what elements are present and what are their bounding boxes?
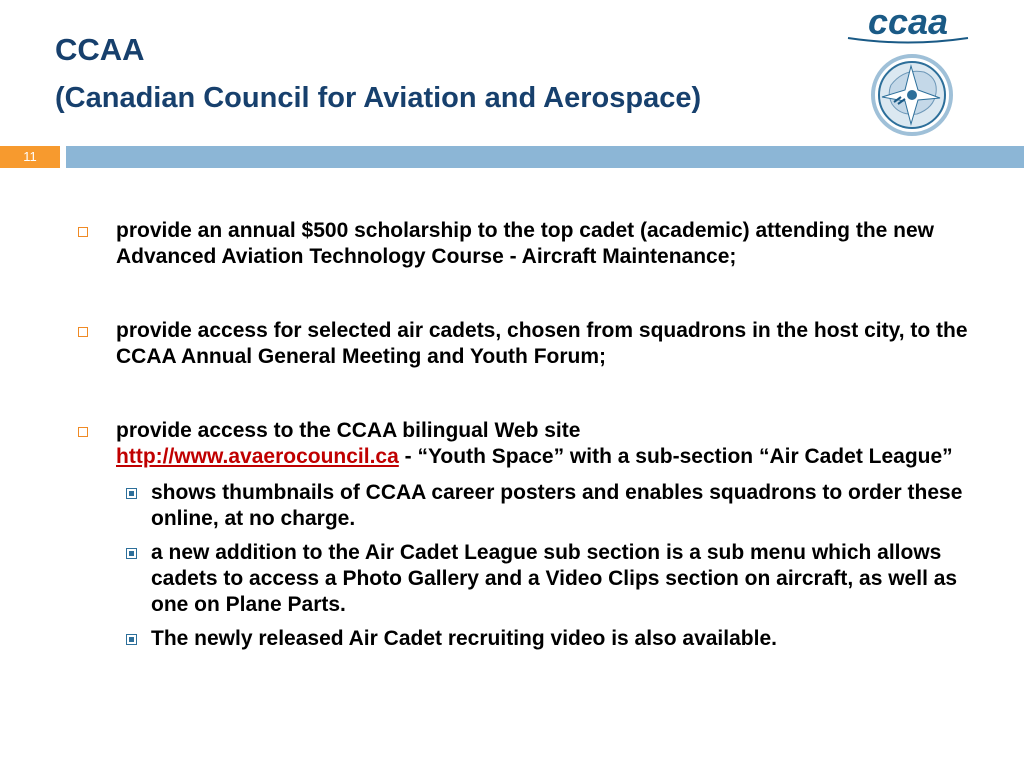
ccaa-emblem-logo bbox=[866, 50, 958, 140]
ccaa-logo-wordmark bbox=[838, 0, 978, 50]
avaerocouncil-link[interactable]: http://www.avaerocouncil.ca bbox=[116, 445, 399, 468]
bullet-text-after-link: - “Youth Space” with a sub-section “Air Cadet League” bbox=[404, 445, 953, 468]
sub-bullet-list bbox=[116, 480, 978, 652]
slide-content bbox=[78, 218, 978, 652]
bullet-text-before-link: provide access to the CCAA bilingual Web site bbox=[116, 419, 581, 442]
sub-bullet-item bbox=[116, 626, 978, 652]
square-sub-bullet-icon bbox=[126, 488, 137, 499]
square-bullet-icon bbox=[78, 227, 88, 237]
sub-bullet-item bbox=[116, 480, 978, 532]
bullet-item bbox=[78, 218, 978, 270]
bullet-text: provide access for selected air cadets, chosen from squadrons in the host city, to the CCAA Annual General Meeting and Youth Forum; bbox=[116, 319, 968, 368]
bullet-item-web-site bbox=[78, 418, 978, 652]
header-bar bbox=[66, 146, 1024, 168]
sub-bullet-text: shows thumbnails of CCAA career posters and enables squadrons to order these online, at no charge. bbox=[151, 481, 963, 530]
logo-wordmark-text: ccaa bbox=[867, 1, 949, 42]
slide-title bbox=[55, 32, 701, 118]
square-sub-bullet-icon bbox=[126, 634, 137, 645]
square-sub-bullet-icon bbox=[126, 548, 137, 559]
title-line-1: CCAA bbox=[55, 32, 145, 67]
sub-bullet-text: a new addition to the Air Cadet League sub section is a sub menu which allows cadets to access a Photo Gallery and a Video Clips section on aircraft, as well as one on Plane Parts. bbox=[151, 541, 958, 616]
bullet-item bbox=[78, 318, 978, 370]
title-line-2: (Canadian Council for Aviation and Aerospace) bbox=[55, 82, 702, 114]
bullet-text: provide an annual $500 scholarship to the top cadet (academic) attending the new Advanced Aviation Technology Course - Aircraft Maintenance; bbox=[116, 219, 935, 268]
slide-number: 11 bbox=[0, 146, 60, 168]
sub-bullet-item bbox=[116, 540, 978, 618]
square-bullet-icon bbox=[78, 327, 88, 337]
square-bullet-icon bbox=[78, 427, 88, 437]
sub-bullet-text: The newly released Air Cadet recruiting video is also available. bbox=[151, 627, 777, 650]
